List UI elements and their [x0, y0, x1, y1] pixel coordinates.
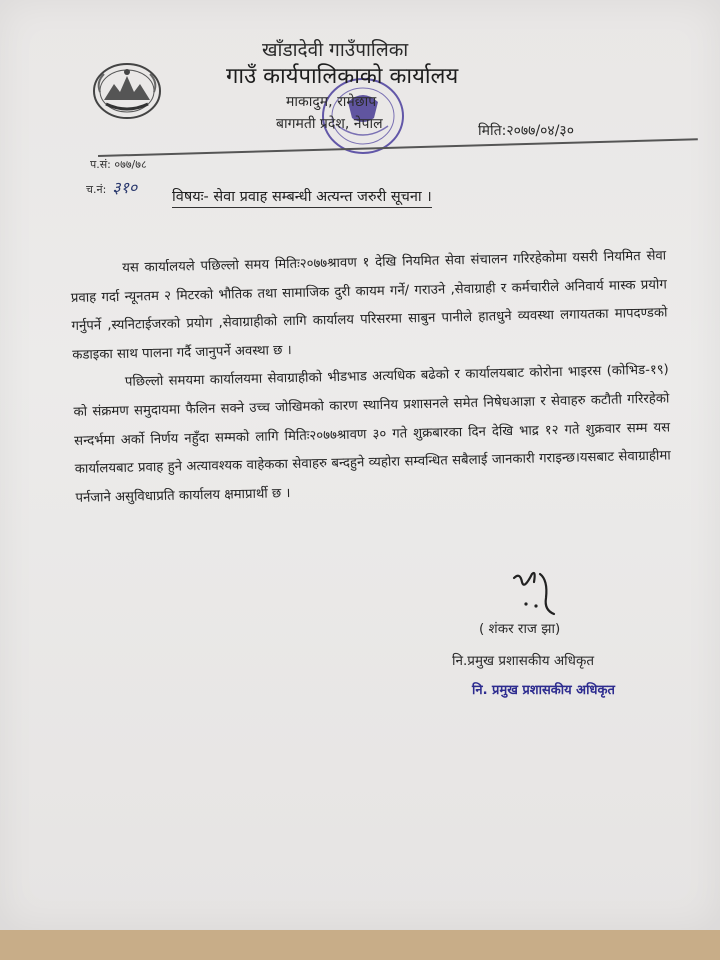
dispatch-label: च.नं:: [86, 183, 107, 196]
letter-date: मिति:२०७७/०४/३०: [478, 123, 574, 139]
notice-body: [70, 242, 672, 513]
nepal-emblem-icon: [92, 62, 162, 120]
signatory-designation: नि.प्रमुख प्रशासकीय अधिकृत: [452, 653, 595, 669]
subject-line: विषयः- सेवा प्रवाह सम्बन्धी अत्यन्त जरुरी सूचना ।: [172, 186, 432, 208]
body-paragraph-2: पछिल्लो समयमा कार्यालयमा सेवाग्राहीको भीडभाड अत्यधिक बढेको र कार्यालयबाट कोरोना भाइरस (कोभिड-१९) को संक्रमण समुदायमा फैलिन सक्ने उच्च जोखिमको कारण स्थानिय प्रशासनले समेत निषेधआज्ञा र सेवाहरु कटौती गरिरहेको सन्दर्भमा अर्को निर्णय नहुँदा सम्मको लागि मितिः२०७७श्रावण ३० गते शुक्रबारका दिन देखि भाद्र १२ गते शुक्रवार सम्म यस कार्यालयबाट प्रवाह हुने अत्यावश्यक वाहेकका सेवाहरु बन्दहुने व्यहोरा सम्वन्धित सबैलाई जानकारी गराइन्छ।यसबाट सेवाग्राहीमा पर्नजाने असुविधाप्रति कार्यालय क्षमाप्रार्थी छ ।: [73, 362, 671, 506]
fiscal-year-ref: प.सं: ०७७/७८: [90, 158, 147, 171]
handwritten-signature-icon: [506, 568, 570, 620]
office-place: माकादुम, रामेछाप: [286, 94, 377, 110]
designation-stamp: नि. प्रमुख प्रशासकीय अधिकृत: [472, 683, 615, 698]
dispatch-ref: [86, 176, 137, 198]
body-paragraph-1: यस कार्यालयले पछिल्लो समय मितिः२०७७श्रावण १ देखि नियमित सेवा संचालन गरिरहेकोमा यसरी नियमित सेवा प्रवाह गर्दा न्यूनतम २ मिटरको भौतिक तथा सामाजिक दुरी कायम गर्ने/ गराउने ,सेवाग्राही र कर्मचारीले अनिवार्य मास्क प्रयोग गर्नुपर्ने ,स्यनिटाईजरको प्रयोग ,सेवाग्राहीको लागि कार्यालय परिसरमा साबुन पानीले हातधुने व्यवस्था लगायतका मापदण्डको कडाइका साथ पालना गर्दै जानुपर्ने अवस्था छ ।: [70, 248, 668, 363]
office-title: गाउँ कार्यपालिकाको कार्यालय: [226, 64, 459, 89]
office-region: बागमती प्रदेश, नेपाल: [276, 116, 383, 132]
signatory-name: ( शंकर राज झा): [479, 621, 561, 637]
dispatch-number: ३१०: [112, 178, 138, 197]
table-surface: [0, 930, 720, 960]
municipality-name: खाँडादेवी गाउँपालिका: [262, 39, 409, 61]
